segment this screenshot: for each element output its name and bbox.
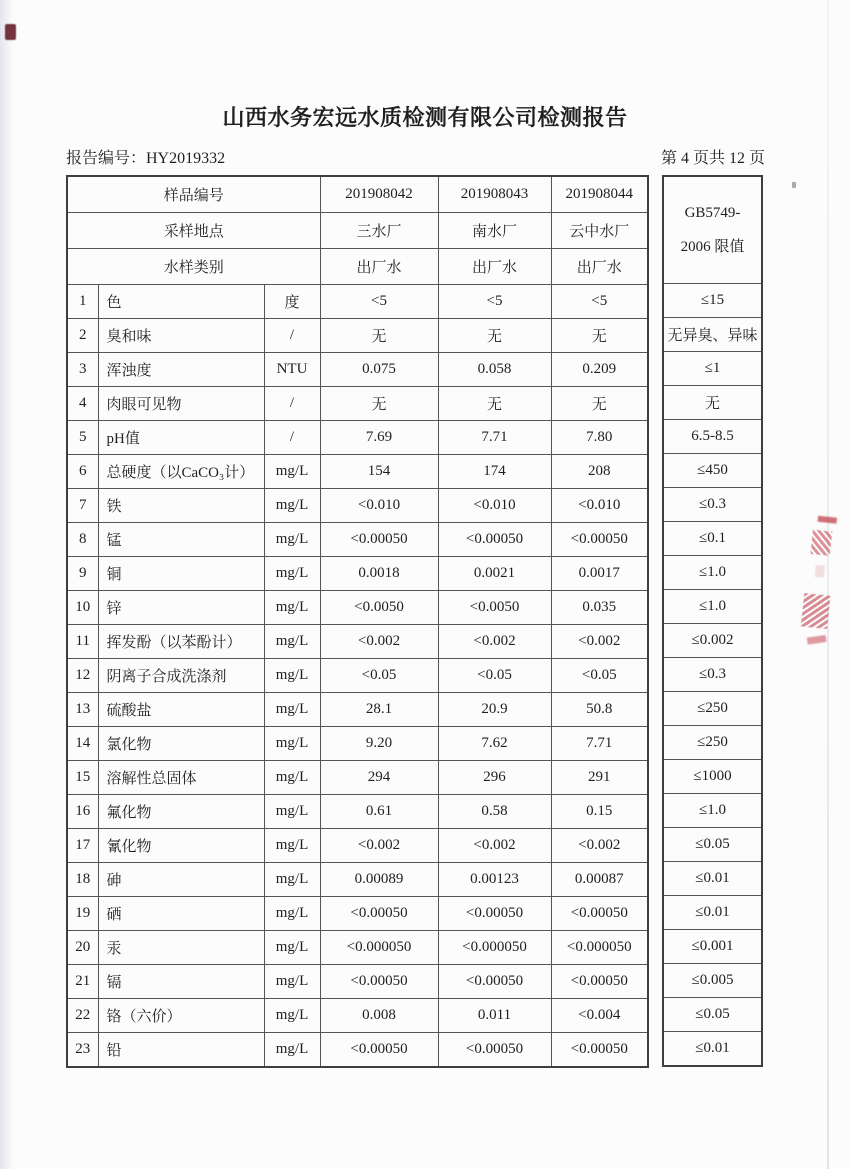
value-cell: 0.0021 [438,557,551,591]
parameter-name-cell: 锰 [98,523,264,557]
table-row [67,353,648,387]
value-cell: 154 [320,455,438,489]
parameter-name-cell: 铅 [98,1033,264,1068]
unit-cell: mg/L [264,829,320,863]
row-number-cell: 11 [67,625,98,659]
value-cell: 296 [438,761,551,795]
limit-row [663,658,762,692]
header-value-cell: 201908044 [551,176,648,213]
row-number-cell: 14 [67,727,98,761]
limit-row [663,862,762,896]
value-cell: <0.00050 [551,965,648,999]
table-row [67,693,648,727]
unit-cell: mg/L [264,965,320,999]
table-row [67,795,648,829]
header-value-cell: 出厂水 [551,249,648,285]
value-cell: <0.00050 [438,523,551,557]
limit-row [663,896,762,930]
value-cell: <0.002 [551,625,648,659]
limit-value-cell: ≤0.002 [663,624,762,658]
table-row [67,489,648,523]
unit-cell: mg/L [264,591,320,625]
value-cell: <0.05 [320,659,438,693]
table-row [67,965,648,999]
table-row [67,659,648,693]
limit-value-cell: ≤0.005 [663,964,762,998]
row-number-cell: 22 [67,999,98,1033]
limit-row [663,488,762,522]
limit-row [663,726,762,760]
value-cell: <0.00050 [551,1033,648,1068]
header-value-cell: 201908043 [438,176,551,213]
parameter-name-cell: 氯化物 [98,727,264,761]
parameter-name-cell: pH值 [98,421,264,455]
row-number-cell: 23 [67,1033,98,1068]
parameter-name-cell: 臭和味 [98,319,264,353]
limit-value-cell: ≤1.0 [663,590,762,624]
parameter-name-cell: 总硬度（以CaCO₃计） [98,455,264,489]
unit-cell: mg/L [264,727,320,761]
value-cell: 无 [320,387,438,421]
header-row [67,176,648,213]
value-cell: <0.00050 [320,1033,438,1068]
parameter-name-cell: 氟化物 [98,795,264,829]
unit-cell: 度 [264,285,320,319]
header-row [67,249,648,285]
header-label-cell: 样品编号 [67,176,320,213]
value-cell: <0.010 [551,489,648,523]
table-row [67,523,648,557]
value-cell: <0.05 [438,659,551,693]
value-cell: 无 [438,387,551,421]
value-cell: 0.15 [551,795,648,829]
limit-value-cell: ≤0.05 [663,828,762,862]
table-row [67,999,648,1033]
value-cell: 无 [551,319,648,353]
limit-row [663,284,762,318]
unit-cell: mg/L [264,659,320,693]
unit-cell: mg/L [264,625,320,659]
report-meta [66,145,765,168]
limit-value-cell: ≤0.01 [663,896,762,930]
value-cell: 0.008 [320,999,438,1033]
limit-value-cell: ≤1000 [663,760,762,794]
parameter-name-cell: 色 [98,285,264,319]
limit-row [663,930,762,964]
unit-cell: mg/L [264,863,320,897]
value-cell: 0.209 [551,353,648,387]
report-title: 山西水务宏远水质检测有限公司检测报告 [222,105,628,130]
limit-row [663,556,762,590]
unit-cell: / [264,421,320,455]
results-table-body [67,285,648,1068]
parameter-name-cell: 铜 [98,557,264,591]
value-cell: <0.010 [438,489,551,523]
value-cell: 无 [320,319,438,353]
table-row [67,761,648,795]
value-cell: <0.00050 [320,965,438,999]
limit-value-cell: ≤0.3 [663,658,762,692]
table-row [67,1033,648,1068]
value-cell: <5 [551,285,648,319]
value-cell: 291 [551,761,648,795]
limit-row [663,352,762,386]
limit-standard-line2: 2006 限值 [680,239,745,255]
limit-row [663,624,762,658]
table-row [67,319,648,353]
limit-value-cell: ≤15 [663,284,762,318]
red-stamp-fragment [790,508,843,659]
parameter-name-cell: 铁 [98,489,264,523]
parameter-name-cell: 砷 [98,863,264,897]
header-value-cell: 201908042 [320,176,438,213]
header-value-cell: 南水厂 [438,213,551,249]
value-cell: <0.00050 [438,1033,551,1068]
value-cell: 208 [551,455,648,489]
value-cell: 0.0018 [320,557,438,591]
value-cell: 0.058 [438,353,551,387]
limits-table-header [663,176,762,284]
value-cell: 174 [438,455,551,489]
value-cell: <0.004 [551,999,648,1033]
limit-value-cell: ≤250 [663,726,762,760]
row-number-cell: 19 [67,897,98,931]
parameter-name-cell: 锌 [98,591,264,625]
limit-value-cell: 无 [663,386,762,420]
row-number-cell: 6 [67,455,98,489]
table-row [67,863,648,897]
value-cell: <5 [438,285,551,319]
row-number-cell: 20 [67,931,98,965]
value-cell: 0.00089 [320,863,438,897]
value-cell: <0.002 [438,625,551,659]
row-number-cell: 16 [67,795,98,829]
header-row [67,213,648,249]
scan-edge-left [0,0,14,1169]
table-row [67,897,648,931]
limit-row [663,692,762,726]
parameter-name-cell: 氰化物 [98,829,264,863]
header-value-cell: 云中水厂 [551,213,648,249]
table-row [67,557,648,591]
value-cell: 0.58 [438,795,551,829]
scan-speck [792,182,796,188]
unit-cell: / [264,319,320,353]
value-cell: <0.05 [551,659,648,693]
limits-table [662,175,763,1067]
value-cell: 0.035 [551,591,648,625]
value-cell: 无 [551,387,648,421]
unit-cell: mg/L [264,557,320,591]
value-cell: <0.00050 [438,897,551,931]
table-row [67,421,648,455]
value-cell: <0.002 [438,829,551,863]
limit-row [663,522,762,556]
limit-value-cell: ≤1.0 [663,556,762,590]
limits-table-body [663,284,762,1067]
limit-row [663,998,762,1032]
limit-standard-line1: GB5749- [684,204,741,221]
table-row [67,727,648,761]
value-cell: <5 [320,285,438,319]
limit-value-cell: ≤0.3 [663,488,762,522]
parameter-name-cell: 汞 [98,931,264,965]
limit-value-cell: ≤0.001 [663,930,762,964]
limit-value-cell: ≤0.01 [663,1032,762,1067]
unit-cell: NTU [264,353,320,387]
value-cell: 0.011 [438,999,551,1033]
value-cell: 0.00087 [551,863,648,897]
value-cell: 0.61 [320,795,438,829]
report-number: 报告编号：HY2019332 [66,150,226,167]
limit-value-cell: ≤1 [663,352,762,386]
row-number-cell: 1 [67,285,98,319]
unit-cell: mg/L [264,455,320,489]
value-cell: 0.0017 [551,557,648,591]
limit-value-cell: ≤0.05 [663,998,762,1032]
value-cell: <0.0050 [320,591,438,625]
limit-value-cell: 无异臭、异味 [663,318,762,352]
value-cell: <0.010 [320,489,438,523]
value-cell: <0.000050 [551,931,648,965]
header-label-cell: 采样地点 [67,213,320,249]
limit-row [663,318,762,352]
value-cell: 50.8 [551,693,648,727]
header-value-cell: 出厂水 [320,249,438,285]
unit-cell: / [264,387,320,421]
limit-value-cell: ≤1.0 [663,794,762,828]
limit-row [663,964,762,998]
value-cell: 0.075 [320,353,438,387]
unit-cell: mg/L [264,999,320,1033]
stamp-mark [800,593,830,630]
table-row [67,455,648,489]
value-cell: 294 [320,761,438,795]
value-cell: 7.62 [438,727,551,761]
value-cell: <0.000050 [320,931,438,965]
unit-cell: mg/L [264,795,320,829]
stamp-mark [818,516,838,524]
limit-header-cell [663,176,762,284]
limit-value-cell: 6.5-8.5 [663,420,762,454]
value-cell: <0.00050 [438,965,551,999]
parameter-name-cell: 溶解性总固体 [98,761,264,795]
limit-row [663,828,762,862]
limit-row [663,454,762,488]
row-number-cell: 18 [67,863,98,897]
limit-value-cell: ≤0.01 [663,862,762,896]
value-cell: 无 [438,319,551,353]
limit-row [663,760,762,794]
scan-corner-mark [5,24,16,40]
stamp-mark [810,529,833,556]
unit-cell: mg/L [264,897,320,931]
parameter-name-cell: 浑浊度 [98,353,264,387]
header-value-cell: 出厂水 [438,249,551,285]
header-row [663,176,762,284]
value-cell: <0.002 [551,829,648,863]
row-number-cell: 9 [67,557,98,591]
table-row [67,387,648,421]
value-cell: <0.0050 [438,591,551,625]
unit-cell: mg/L [264,1033,320,1068]
value-cell: <0.00050 [320,897,438,931]
row-number-cell: 2 [67,319,98,353]
unit-cell: mg/L [264,523,320,557]
unit-cell: mg/L [264,489,320,523]
row-number-cell: 10 [67,591,98,625]
value-cell: <0.00050 [551,897,648,931]
value-cell: <0.00050 [320,523,438,557]
value-cell: 7.71 [551,727,648,761]
parameter-name-cell: 挥发酚（以苯酚计） [98,625,264,659]
parameter-name-cell: 硫酸盐 [98,693,264,727]
parameter-name-cell: 镉 [98,965,264,999]
stamp-mark [807,635,827,645]
row-number-cell: 17 [67,829,98,863]
row-number-cell: 8 [67,523,98,557]
value-cell: <0.000050 [438,931,551,965]
value-cell: 7.69 [320,421,438,455]
table-row [67,285,648,319]
table-row [67,931,648,965]
limit-row [663,590,762,624]
row-number-cell: 3 [67,353,98,387]
unit-cell: mg/L [264,761,320,795]
row-number-cell: 4 [67,387,98,421]
results-table-header [67,176,648,285]
limit-value-cell: ≤250 [663,692,762,726]
value-cell: 7.80 [551,421,648,455]
limit-row [663,794,762,828]
limit-value-cell: ≤0.1 [663,522,762,556]
value-cell: <0.00050 [551,523,648,557]
parameter-name-cell: 阴离子合成洗涤剂 [98,659,264,693]
header-label-cell: 水样类别 [67,249,320,285]
parameter-name-cell: 铬（六价） [98,999,264,1033]
results-table [66,175,649,1068]
row-number-cell: 5 [67,421,98,455]
row-number-cell: 21 [67,965,98,999]
parameter-name-cell: 硒 [98,897,264,931]
parameter-name-cell: 肉眼可见物 [98,387,264,421]
unit-cell: mg/L [264,931,320,965]
table-row [67,591,648,625]
stamp-mark [815,565,825,578]
header-value-cell: 三水厂 [320,213,438,249]
limit-row [663,420,762,454]
limit-value-cell: ≤450 [663,454,762,488]
row-number-cell: 13 [67,693,98,727]
value-cell: <0.002 [320,829,438,863]
value-cell: 0.00123 [438,863,551,897]
row-number-cell: 12 [67,659,98,693]
limit-row [663,1032,762,1067]
page-indicator: 第 4 页共 12 页 [660,150,765,167]
row-number-cell: 7 [67,489,98,523]
table-row [67,829,648,863]
value-cell: 9.20 [320,727,438,761]
limit-row [663,386,762,420]
value-cell: 28.1 [320,693,438,727]
row-number-cell: 15 [67,761,98,795]
table-row [67,625,648,659]
unit-cell: mg/L [264,693,320,727]
value-cell: <0.002 [320,625,438,659]
value-cell: 20.9 [438,693,551,727]
value-cell: 7.71 [438,421,551,455]
